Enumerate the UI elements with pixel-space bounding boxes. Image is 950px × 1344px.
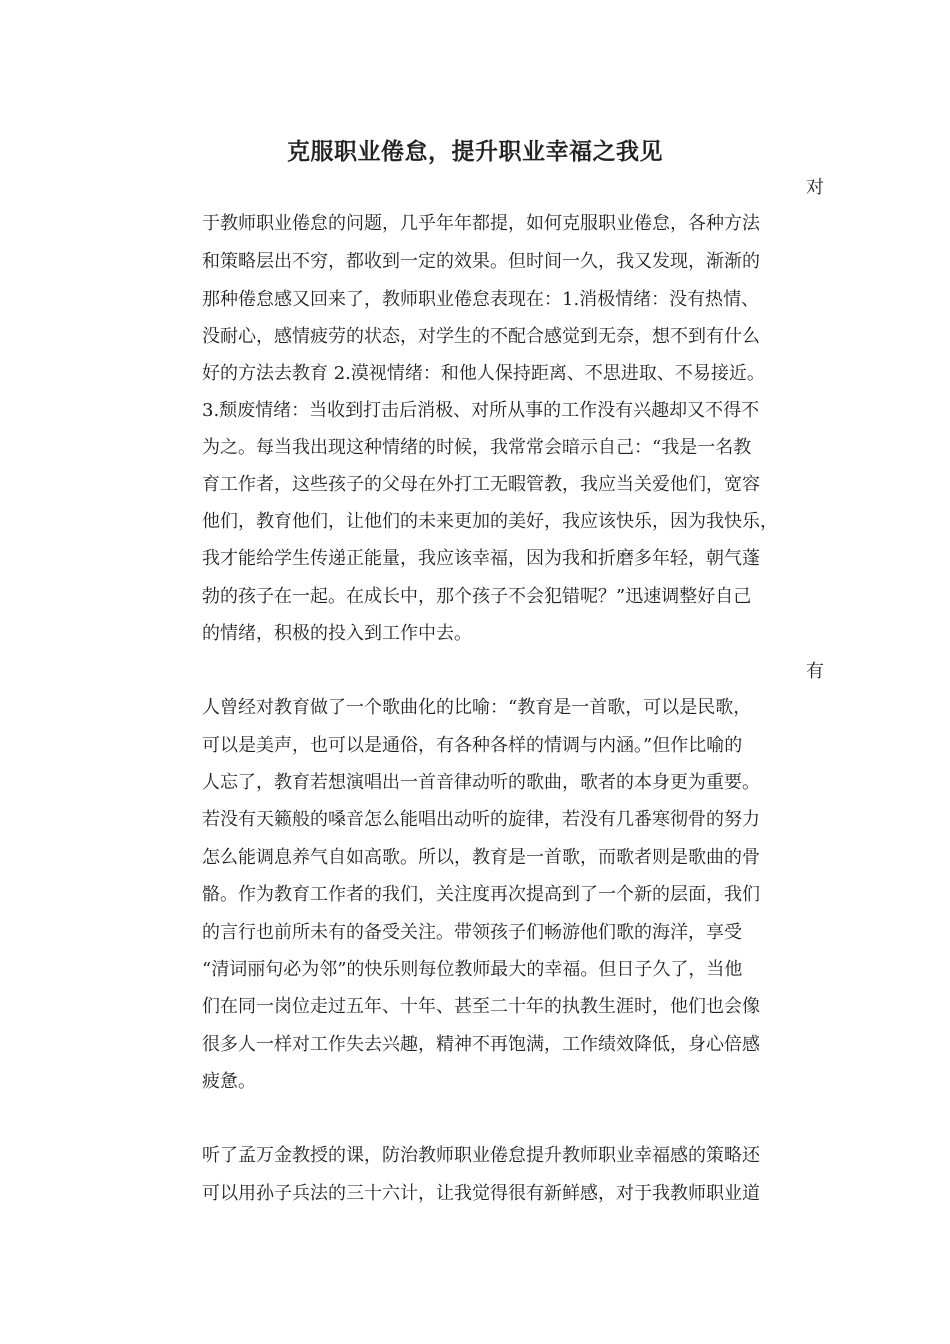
document-title: 克服职业倦怠，提升职业幸福之我见 xyxy=(287,138,663,165)
paragraph-2-line-6: 骼。作为教育工作者的我们，关注度再次提高到了一个新的层面，我们 xyxy=(202,884,760,905)
paragraph-2-line-1: 人曾经对教育做了一个歌曲化的比喻：“教育是一首歌，可以是民歌， xyxy=(202,697,752,718)
paragraph-1-lead-char: 对 xyxy=(806,177,824,198)
paragraph-1-line-8: 育工作者，这些孩子的父母在外打工无暇管教，我应当关爱他们，宽容 xyxy=(202,474,760,495)
paragraph-2-line-2: 可以是美声，也可以是通俗，有各种各样的情调与内涵。”但作比喻的 xyxy=(202,735,743,756)
paragraph-1-line-6: 3.颓废情绪：当收到打击后消极、对所从事的工作没有兴趣却又不得不 xyxy=(202,400,760,421)
paragraph-2-lead-char: 有 xyxy=(806,661,824,682)
paragraph-1-line-1: 于教师职业倦怠的问题，几乎年年都提，如何克服职业倦怠，各种方法 xyxy=(202,213,760,234)
paragraph-2-line-9: 们在同一岗位走过五年、十年、甚至二十年的执教生涯时，他们也会像 xyxy=(202,996,760,1017)
paragraph-1-line-10: 我才能给学生传递正能量，我应该幸福，因为我和折磨多年轻，朝气蓬 xyxy=(202,548,760,569)
paragraph-2-line-8: “清词丽句必为邻”的快乐则每位教师最大的幸福。但日子久了，当他 xyxy=(202,959,743,980)
paragraph-1-line-2: 和策略层出不穷，都收到一定的效果。但时间一久，我又发现，渐渐的 xyxy=(202,251,760,272)
paragraph-1-line-4: 没耐心，感情疲劳的状态，对学生的不配合感觉到无奈，想不到有什么 xyxy=(202,326,760,347)
paragraph-2-line-5: 怎么能调息养气自如高歌。所以，教育是一首歌，而歌者则是歌曲的骨 xyxy=(202,847,760,868)
paragraph-1-line-3: 那种倦怠感又回来了，教师职业倦怠表现在：1.消极情绪：没有热情、 xyxy=(202,289,760,310)
paragraph-2-line-7: 的言行也前所未有的备受关注。带领孩子们畅游他们歌的海洋，享受 xyxy=(202,922,742,943)
paragraph-1-line-9: 他们，教育他们，让他们的未来更加的美好，我应该快乐，因为我快乐， xyxy=(202,511,778,532)
paragraph-2-line-3: 人忘了，教育若想演唱出一首音律动听的歌曲，歌者的本身更为重要。 xyxy=(202,772,760,793)
paragraph-1-line-12: 的情绪，积极的投入到工作中去。 xyxy=(202,623,472,644)
paragraph-3-line-1: 听了孟万金教授的课，防治教师职业倦怠提升教师职业幸福感的策略还 xyxy=(202,1145,760,1166)
paragraph-2-line-4: 若没有天籁般的嗓音怎么能唱出动听的旋律，若没有几番寒彻骨的努力 xyxy=(202,809,760,830)
paragraph-3-line-2: 可以用孙子兵法的三十六计，让我觉得很有新鲜感，对于我教师职业道 xyxy=(202,1183,760,1204)
paragraph-2-line-10: 很多人一样对工作失去兴趣，精神不再饱满，工作绩效降低，身心倍感 xyxy=(202,1034,760,1055)
paragraph-1-line-11: 勃的孩子在一起。在成长中，那个孩子不会犯错呢？”迅速调整好自己 xyxy=(202,586,752,607)
paragraph-1-line-7: 为之。每当我出现这种情绪的时候，我常常会暗示自己：“我是一名教 xyxy=(202,437,752,458)
paragraph-2-line-11: 疲惫。 xyxy=(202,1071,256,1092)
paragraph-1-line-5: 好的方法去教育 2.漠视情绪：和他人保持距离、不思进取、不易接近。 xyxy=(202,363,765,384)
